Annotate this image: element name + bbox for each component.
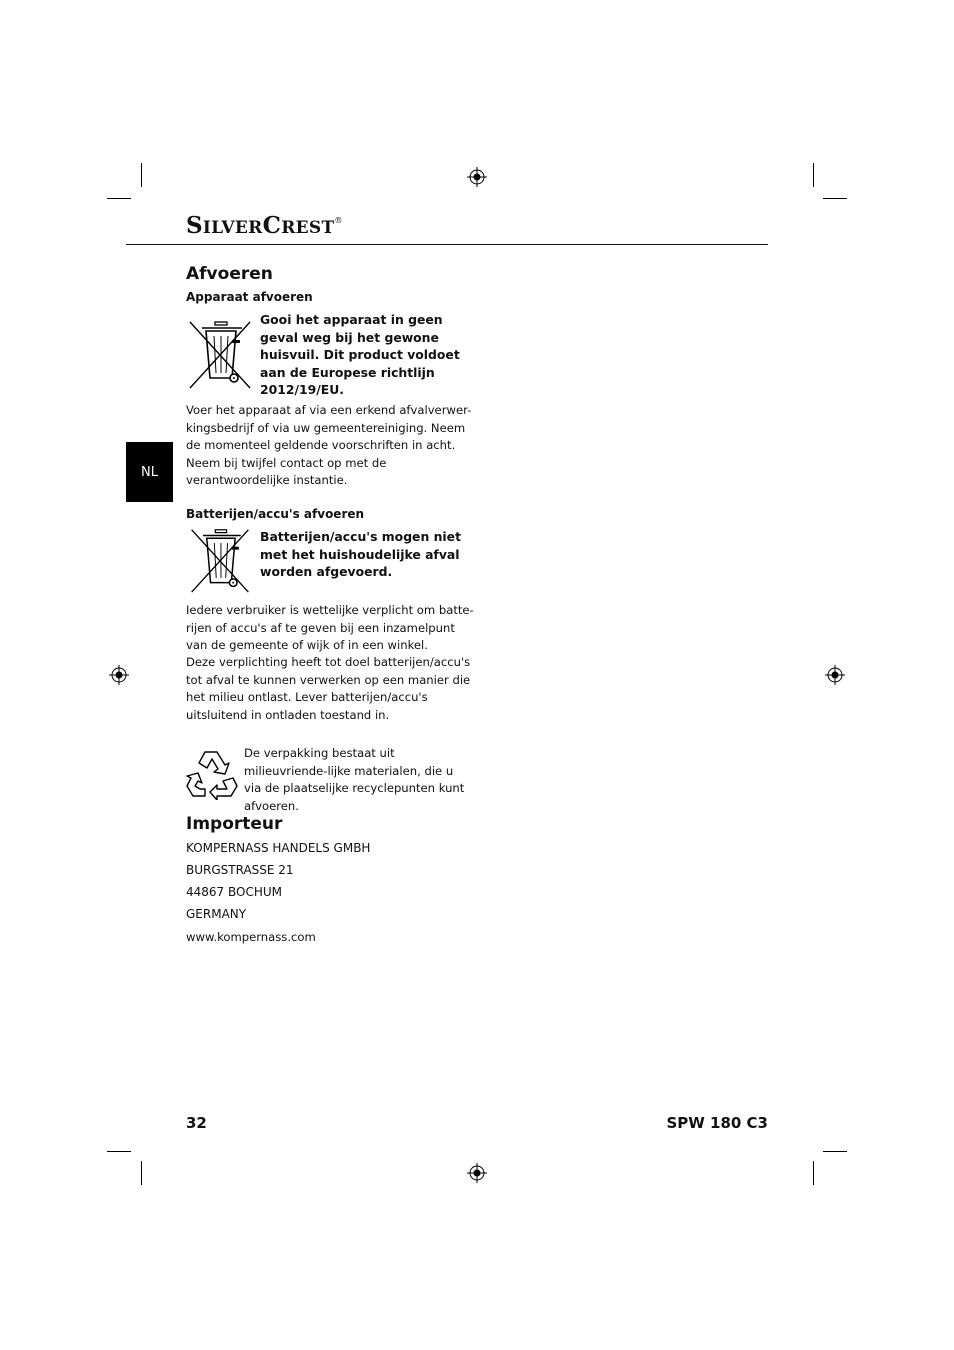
- model-number: SPW 180 C3: [666, 1114, 768, 1132]
- batterij-text-1: Iedere verbruiker is wettelijke verplicht om batte-rijen of accu's af te geven bij een inzamelpunt van de gemeente of wijk of in een winkel.: [186, 603, 474, 652]
- registration-mark-icon: [109, 665, 129, 685]
- importer-website-link[interactable]: www.kompernass.com: [186, 930, 316, 944]
- section-title-afvoeren: Afvoeren: [186, 264, 273, 284]
- registration-mark-icon: [467, 167, 487, 187]
- registration-mark-icon: [825, 665, 845, 685]
- crop-mark: [107, 198, 131, 199]
- crop-mark: [823, 1151, 847, 1152]
- subtitle-apparaat: Apparaat afvoeren: [186, 290, 313, 304]
- batterij-warning: Batterijen/accu's mogen niet met het huishoudelijke afval worden afgevoerd.: [260, 529, 461, 579]
- importer-address-line: GERMANY: [186, 907, 247, 921]
- crop-mark: [813, 163, 814, 187]
- crop-mark: [141, 163, 142, 187]
- crop-mark: [141, 1161, 142, 1185]
- apparaat-text: Voer het apparaat af via een erkend afvalverwer-kingsbedrijf of via uw gemeentereiniging. Neem de momenteel geldende voorschriften in acht. Neem bij twijfel contact op met de verantwoordelijke instantie.: [186, 403, 472, 487]
- importer-address-line: 44867 BOCHUM: [186, 885, 282, 899]
- crossed-bin-icon: [186, 526, 254, 594]
- header-divider: [126, 244, 768, 245]
- apparaat-warning: Gooi het apparaat in geen geval weg bij het gewone huisvuil. Dit product voldoet aan de Europese richtlijn 2012/19/EU.: [260, 312, 460, 397]
- crop-mark: [813, 1161, 814, 1185]
- crop-mark: [823, 198, 847, 199]
- crop-mark: [107, 1151, 131, 1152]
- verpakking-text: De verpakking bestaat uit milieuvriende-lijke materialen, die u via de plaatselijke recyclepunten kunt afvoeren.: [244, 746, 465, 813]
- language-tab: NL: [126, 442, 173, 502]
- section-title-importeur: Importeur: [186, 814, 283, 834]
- crossed-bin-icon: [186, 318, 254, 390]
- importer-address-line: KOMPERNASS HANDELS GMBH: [186, 841, 371, 855]
- page-number: 32: [186, 1114, 207, 1132]
- recycle-icon: [185, 748, 239, 800]
- registration-mark-icon: [467, 1163, 487, 1183]
- importer-address-line: BURGSTRASSE 21: [186, 863, 294, 877]
- subtitle-batterijen: Batterijen/accu's afvoeren: [186, 507, 365, 521]
- batterij-text-2: Deze verplichting heeft tot doel batterijen/accu's tot afval te kunnen verwerken op een manier die het milieu ontlast. Lever batterijen/accu's uitsluitend in ontladen toestand in.: [186, 655, 471, 722]
- brand-logo: SILVERCREST®: [186, 212, 343, 239]
